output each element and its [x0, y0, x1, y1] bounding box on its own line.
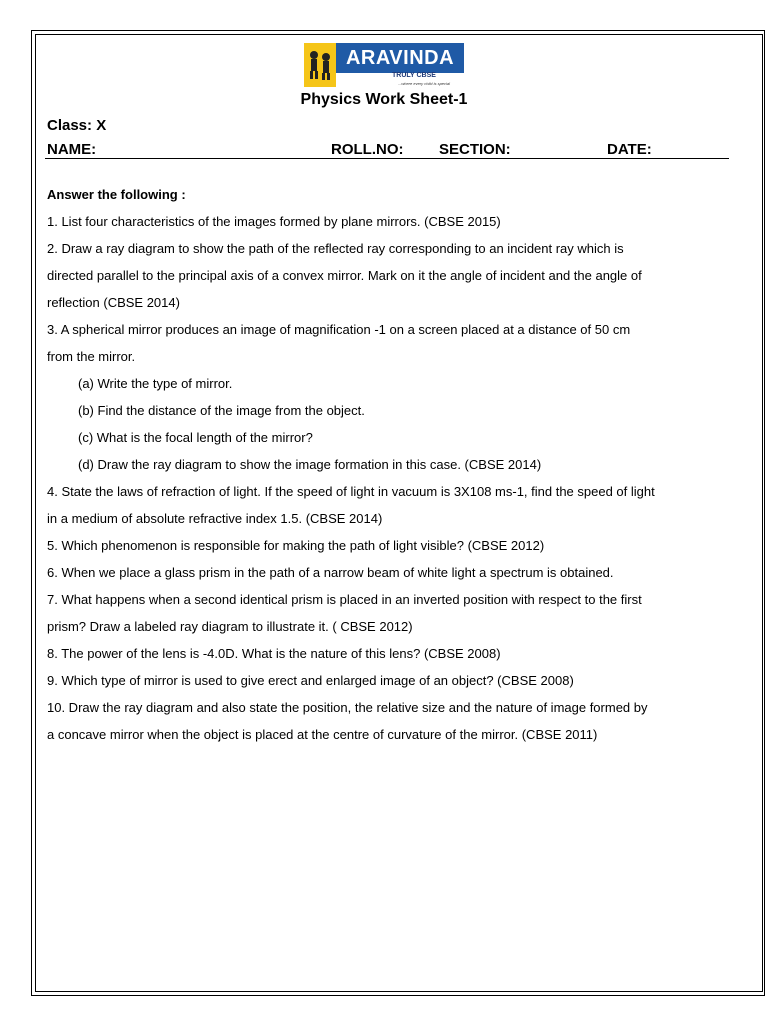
question-line: 4. State the laws of refraction of light. If the speed of light in vacuum is 3X108 ms-1, find the speed of light — [47, 484, 655, 499]
question-line: 3. A spherical mirror produces an image of magnification -1 on a screen placed at a distance of 50 cm — [47, 322, 631, 337]
sub-question-line: (a) Write the type of mirror. — [78, 376, 233, 391]
question-line: in a medium of absolute refractive index 1.5. (CBSE 2014) — [47, 511, 383, 526]
sub-question-line: (d) Draw the ray diagram to show the image formation in this case. (CBSE 2014) — [78, 457, 542, 472]
question-line: 9. Which type of mirror is used to give erect and enlarged image of an object? (CBSE 2008) — [47, 673, 574, 688]
question-line: directed parallel to the principal axis of a convex mirror. Mark on it the angle of incident and the angle of — [47, 268, 642, 283]
question-line: 1. List four characteristics of the images formed by plane mirrors. (CBSE 2015) — [47, 214, 501, 229]
logo-brand: ARAVINDA — [336, 43, 464, 73]
logo-children-icon — [304, 43, 336, 87]
instructions-heading: Answer the following : — [47, 187, 186, 202]
question-line: 2. Draw a ray diagram to show the path of the reflected ray corresponding to an incident ray which is — [47, 241, 624, 256]
question-line: reflection (CBSE 2014) — [47, 295, 180, 310]
aravinda-logo — [304, 43, 464, 89]
question-line: from the mirror. — [47, 349, 136, 364]
date-label: DATE: — [607, 141, 652, 158]
question-line: 8. The power of the lens is -4.0D. What is the nature of this lens? (CBSE 2008) — [47, 646, 501, 661]
sub-question-line: (c) What is the focal length of the mirror? — [78, 430, 313, 445]
question-line: 6. When we place a glass prism in the path of a narrow beam of white light a spectrum is obtained. — [47, 565, 614, 580]
section-label: SECTION: — [439, 141, 511, 158]
logo-tagline: TRULY CBSE — [392, 72, 436, 79]
class-label: Class: X — [47, 117, 107, 134]
question-line: 10. Draw the ray diagram and also state the position, the relative size and the nature of image formed by — [47, 700, 648, 715]
question-line: 7. What happens when a second identical prism is placed in an inverted position with respect to the first — [47, 592, 642, 607]
question-list — [47, 181, 727, 748]
sub-question-line: (b) Find the distance of the image from the object. — [78, 403, 365, 418]
roll-no-label: ROLL.NO: — [331, 141, 404, 158]
name-label: NAME: — [47, 141, 97, 158]
logo-subline: ...where every child is special — [398, 81, 451, 86]
header-divider — [45, 158, 729, 159]
page-title: Physics Work Sheet-1 — [300, 91, 468, 108]
question-line: prism? Draw a labeled ray diagram to illustrate it. ( CBSE 2012) — [47, 619, 413, 634]
question-line: a concave mirror when the object is placed at the centre of curvature of the mirror. (CBSE 2011) — [47, 727, 598, 742]
question-line: 5. Which phenomenon is responsible for making the path of light visible? (CBSE 2012) — [47, 538, 545, 553]
